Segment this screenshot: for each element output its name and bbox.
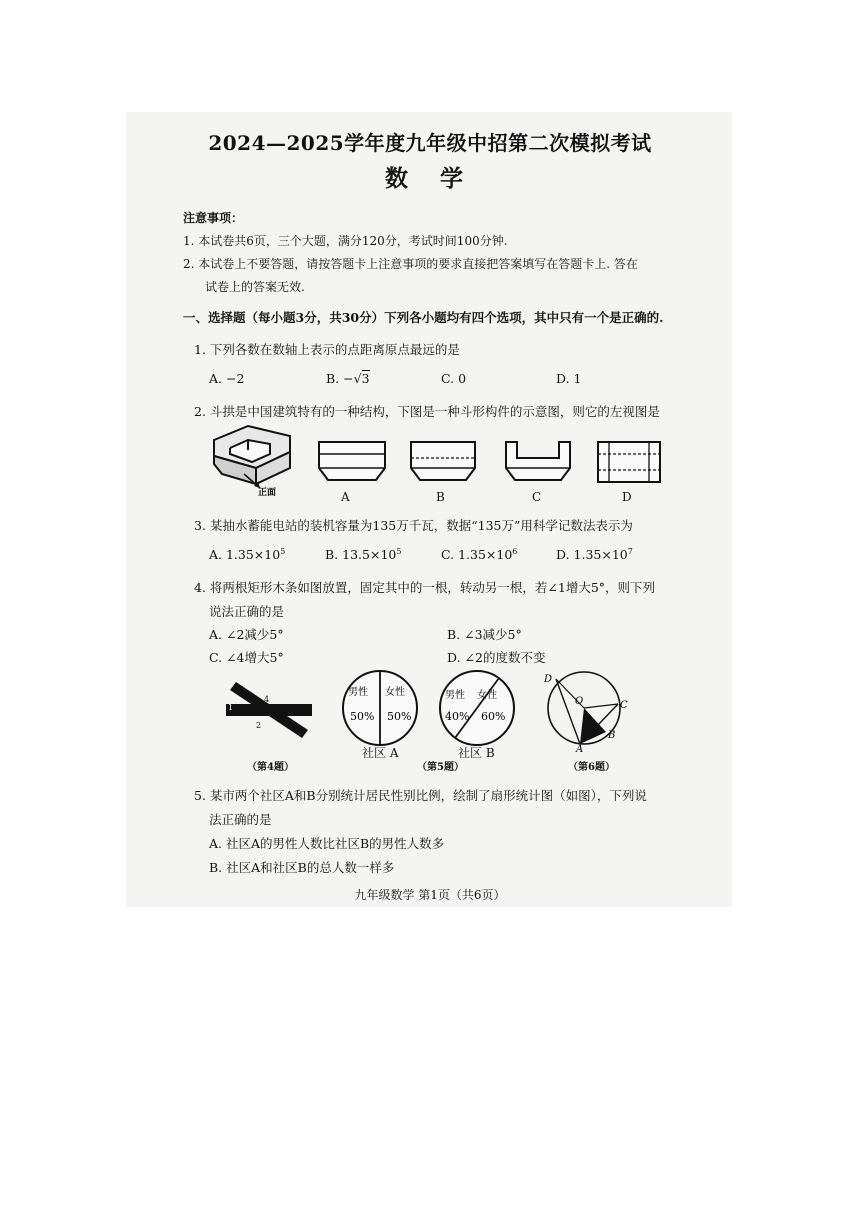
notice-item-2-line-2: 试卷上的答案无效. <box>205 280 305 294</box>
q5-pie-a-caption: 社区 A <box>362 746 399 760</box>
q4-angle-3-label: 3 <box>292 721 298 730</box>
page-footer: 九年级数学 第1页（共6页） <box>354 888 506 902</box>
q2-front-label: 正面 <box>258 488 277 498</box>
section-1-heading: 一、选择题（每小题3分，共30分）下列各小题均有四个选项，其中只有一个是正确的. <box>183 310 664 325</box>
subject-title: 数 学 <box>384 165 475 192</box>
q3-option-a <box>209 547 285 562</box>
q4-wooden-strips-figure <box>222 680 318 742</box>
q6-circle-geometry-figure <box>538 666 634 752</box>
q4-stem-line-2: 说法正确的是 <box>209 604 285 619</box>
q1-option-b <box>326 371 370 386</box>
q6-figure-caption: （第6题） <box>568 762 615 773</box>
q2-label-d: D <box>622 490 632 504</box>
q5-pie-b-male-percent: 40% <box>445 710 470 723</box>
q3-option-c <box>441 547 517 562</box>
q5-pie-b-female-label: 女性 <box>477 690 497 701</box>
q3-stem: 3. 某抽水蓄能电站的装机容量为135万千瓦，数据“135万”用科学记数法表示为 <box>194 518 633 533</box>
notice-heading: 注意事项： <box>183 211 244 225</box>
q5-stem-line-2: 法正确的是 <box>209 812 272 827</box>
exam-title: 2024—2025学年度九年级中招第二次模拟考试 <box>208 131 652 155</box>
q6-point-c: C <box>620 700 628 711</box>
q4-angle-2-label: 2 <box>256 721 262 730</box>
q6-point-a: A <box>576 744 584 752</box>
q3-option-a-base: A. 1.35×10 <box>209 547 281 563</box>
q4-option-c: C. ∠4增大5° <box>209 650 284 665</box>
q1-option-b-radicand: 3 <box>361 371 370 386</box>
q3-option-d-exp: 7 <box>627 547 633 556</box>
q3-option-d <box>556 547 633 562</box>
q3-option-c-base: C. 1.35×10 <box>441 547 513 563</box>
q3-option-a-exp: 5 <box>280 547 286 556</box>
q4-angle-1-label: 1 <box>228 703 234 712</box>
q1-option-a: A. −2 <box>209 371 245 386</box>
q2-label-a: A <box>341 490 350 504</box>
q5-option-a: A. 社区A的男性人数比社区B的男性人数多 <box>209 836 445 851</box>
q5-pie-chart-community-a <box>340 668 420 748</box>
q4-option-b: B. ∠3减少5° <box>447 627 522 642</box>
q1-stem: 1. 下列各数在数轴上表示的点距离原点最远的是 <box>194 342 460 357</box>
q2-option-a-figure <box>318 440 386 482</box>
notice-item-1: 1. 本试卷共6页，三个大题，满分120分，考试时间100分钟. <box>183 234 508 248</box>
q5-option-b: B. 社区A和社区B的总人数一样多 <box>209 860 395 875</box>
q3-option-b <box>325 547 401 562</box>
q2-option-d-figure <box>597 440 661 484</box>
q3-option-b-base: B. 13.5×10 <box>325 547 397 563</box>
q4-figure-caption: （第4题） <box>247 762 294 773</box>
q2-dougong-3d-figure <box>208 422 298 498</box>
q5-pie-a-female-percent: 50% <box>387 710 412 723</box>
q5-pie-chart-community-b <box>437 668 517 748</box>
q5-pie-b-male-label: 男性 <box>445 690 465 701</box>
q3-option-b-exp: 5 <box>396 547 402 556</box>
q1-option-d: D. 1 <box>556 371 582 386</box>
q3-option-d-base: D. 1.35×10 <box>556 547 628 563</box>
q2-label-b: B <box>436 490 445 504</box>
q5-stem-line-1: 5. 某市两个社区A和B分别统计居民性别比例，绘制了扇形统计图（如图），下列说 <box>194 788 647 803</box>
q4-option-d: D. ∠2的度数不变 <box>447 650 546 665</box>
q6-point-b: B <box>608 730 616 741</box>
q2-option-c-figure <box>505 440 571 482</box>
q5-pie-a-male-label: 男性 <box>348 687 368 698</box>
q4-angle-4-label: 4 <box>264 695 270 704</box>
sqrt-icon: √ <box>353 371 362 386</box>
q6-point-d: D <box>544 674 553 685</box>
q2-option-b-figure <box>410 440 476 482</box>
q6-point-o: O <box>575 696 584 707</box>
q3-option-c-exp: 6 <box>512 547 518 556</box>
q1-option-c: C. 0 <box>441 371 467 386</box>
q5-pie-a-male-percent: 50% <box>350 710 375 723</box>
notice-item-2-line-1: 2. 本试卷上不要答题，请按答题卡上注意事项的要求直接把答案填写在答题卡上. 答在 <box>183 257 638 271</box>
q4-option-a: A. ∠2减少5° <box>209 627 284 642</box>
q4-stem-line-1: 4. 将两根矩形木条如图放置，固定其中的一根，转动另一根，若∠1增大5°，则下列 <box>194 580 656 595</box>
q5-figure-caption: （第5题） <box>417 762 464 773</box>
q2-label-c: C <box>532 490 542 504</box>
q5-pie-a-female-label: 女性 <box>385 687 405 698</box>
q5-pie-b-female-percent: 60% <box>481 710 506 723</box>
q5-pie-b-caption: 社区 B <box>458 746 495 760</box>
q1-option-b-prefix: B. − <box>326 371 354 386</box>
q2-stem: 2. 斗拱是中国建筑特有的一种结构，下图是一种斗形构件的示意图，则它的左视图是 <box>194 404 660 419</box>
